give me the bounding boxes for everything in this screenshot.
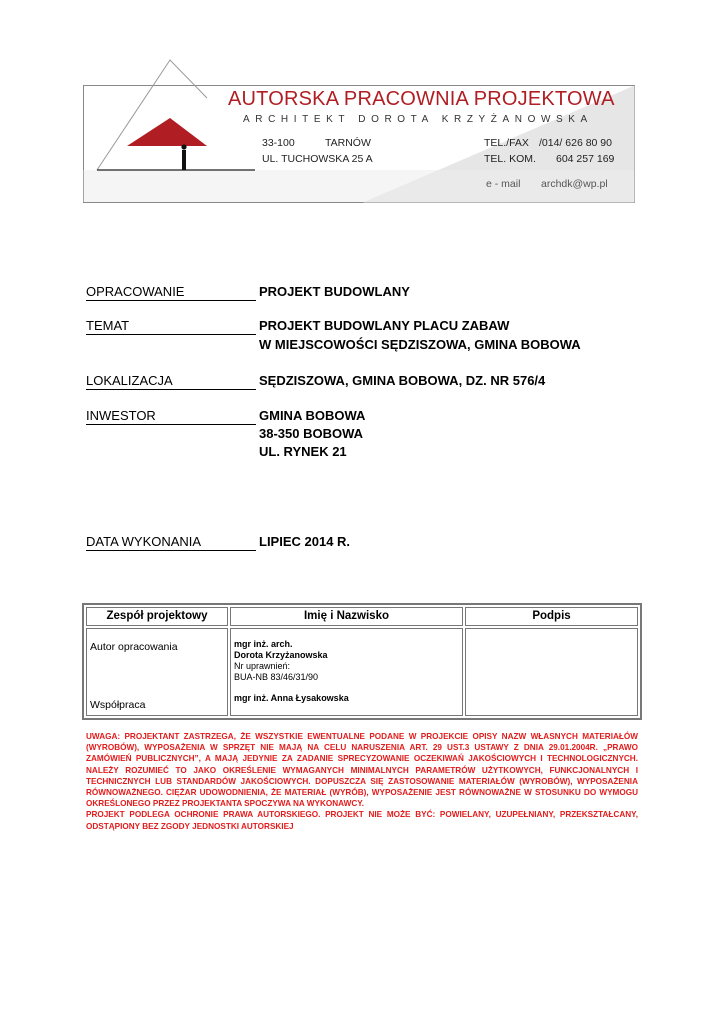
letterhead bbox=[83, 58, 635, 203]
header-name: Imię i Nazwisko bbox=[230, 607, 463, 626]
table-row bbox=[86, 628, 638, 716]
table-header-row bbox=[86, 607, 638, 626]
role-author: Autor opracowania bbox=[90, 641, 178, 653]
cell-roles bbox=[86, 628, 228, 716]
mobile-value: 604 257 169 bbox=[556, 153, 615, 165]
notice-paragraph-1: UWAGA: PROJEKTANT ZASTRZEGA, ŻE WSZYSTKIE EWENTUALNE PODANE W PROJEKCIE OPISY NAZW WŁASNYCH MATERIAŁÓW (WYROBÓW), WYPOSAŻENIA W SPRZĘT NIE MAJĄ NA CELU NARUSZENIA ART. 29 UST.3 USTAWY Z DNIA 29.01.2004R. „PRAWO ZAMÓWIEŃ PUBLICZNYCH”, A MAJĄ JEDYNIE ZA ZADANIE SPRECYZOWANIE OCZEKIWAŃ JAKOŚCIOWYCH I TECHNOLOGICZNYCH. NALEŻY ROZUMIEĆ TO JAKO OKREŚLENIE WYMAGANYCH MINIMALNYCH PARAMETRÓW UŻYTKOWYCH, FUNKCJONALNYCH I TECHNICZNYCH LUB STANDARDÓW JAKOŚCIOWYCH. DOPUSZCZA SIĘ ZASTOSOWANIE MATERIAŁÓW (WYROBÓW), WYPOSAŻENIA RÓWNOWAŻNEGO. CIĘŻAR UDOWODNIENIA, ŻE MATERIAŁ (WYRÓB), WYPOSAŻENIE JEST RÓWNOWAŻNE W STOSUNKU DO WYMOGU OKREŚLONEGO PRZEZ PROJEKTANTA SPOCZYWA NA WYKONAWCY. bbox=[86, 732, 638, 809]
author-name: Dorota Krzyżanowska bbox=[234, 650, 328, 660]
author-title: mgr inż. arch. bbox=[234, 639, 293, 649]
logo-red-roof bbox=[127, 118, 207, 146]
phone-label: TEL./FAX bbox=[484, 137, 529, 149]
label-data-wykonania: DATA WYKONANIA bbox=[86, 534, 256, 551]
mobile-label: TEL. KOM. bbox=[484, 153, 536, 165]
cooperation-name: mgr inż. Anna Łysakowska bbox=[234, 693, 349, 703]
cell-signature bbox=[465, 628, 638, 716]
value-lokalizacja: SĘDZISZOWA, GMINA BOBOWA, DZ. NR 576/4 bbox=[259, 373, 546, 388]
value-data-wykonania: LIPIEC 2014 R. bbox=[259, 534, 351, 549]
label-inwestor: INWESTOR bbox=[86, 408, 256, 425]
value-temat-line2: W MIEJSCOWOŚCI SĘDZISZOWA, GMINA BOBOWA bbox=[259, 337, 581, 352]
team-table bbox=[82, 603, 642, 720]
value-inwestor-line3: UL. RYNEK 21 bbox=[259, 444, 347, 459]
license-number: BUA-NB 83/46/31/90 bbox=[234, 672, 319, 682]
cell-names bbox=[230, 628, 463, 716]
architect-name: ARCHITEKT DOROTA KRZYŻANOWSKA bbox=[243, 114, 593, 125]
roof-outline bbox=[97, 60, 207, 170]
label-temat: TEMAT bbox=[86, 318, 256, 335]
notice-paragraph-2: PROJEKT PODLEGA OCHRONIE PRAWA AUTORSKIEGO. PROJEKT NIE MOŻE BYĆ: POWIELANY, UZUPEŁNIANY, PRZEKSZTAŁCANY, ODSTĄPIONY BEZ ZGODY JEDNOSTKI AUTORSKIEJ bbox=[86, 810, 638, 831]
logo-person-head bbox=[181, 144, 186, 149]
email-label: e - mail bbox=[486, 178, 521, 190]
logo-person-body bbox=[182, 150, 186, 170]
role-cooperation: Współpraca bbox=[90, 699, 146, 711]
city: TARNÓW bbox=[325, 137, 371, 149]
value-temat-line1: PROJEKT BUDOWLANY PLACU ZABAW bbox=[259, 318, 510, 333]
header-signature: Podpis bbox=[465, 607, 638, 626]
header-team: Zespół projektowy bbox=[86, 607, 228, 626]
value-opracowanie: PROJEKT BUDOWLANY bbox=[259, 284, 410, 299]
firm-name: AUTORSKA PRACOWNIA PROJEKTOWA bbox=[228, 88, 615, 110]
label-opracowanie: OPRACOWANIE bbox=[86, 284, 256, 301]
legal-notice bbox=[86, 731, 638, 832]
email-value: archdk@wp.pl bbox=[541, 178, 608, 190]
value-inwestor-line2: 38-350 BOBOWA bbox=[259, 426, 364, 441]
street: UL. TUCHOWSKA 25 A bbox=[262, 153, 373, 165]
phone-value: /014/ 626 80 90 bbox=[539, 137, 612, 149]
value-inwestor-line1: GMINA BOBOWA bbox=[259, 408, 366, 423]
license-label: Nr uprawnień: bbox=[234, 661, 291, 671]
postal-code: 33-100 bbox=[262, 137, 295, 149]
label-lokalizacja: LOKALIZACJA bbox=[86, 373, 256, 390]
